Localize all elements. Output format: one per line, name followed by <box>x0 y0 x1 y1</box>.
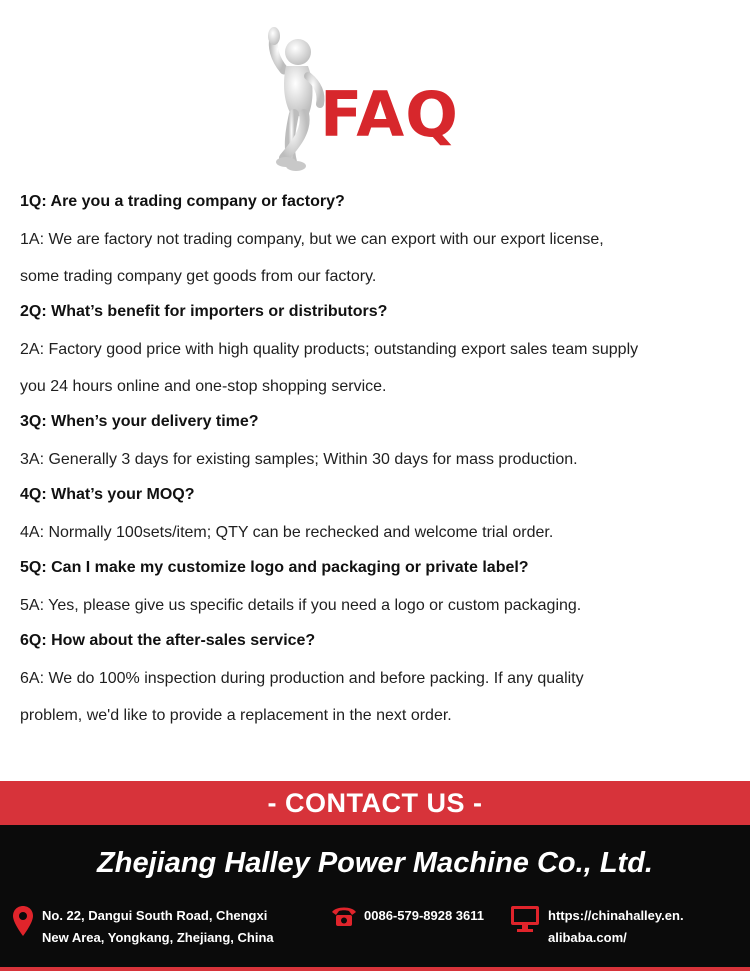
company-name: Zhejiang Halley Power Machine Co., Ltd. <box>97 847 653 879</box>
telephone-icon <box>330 905 358 927</box>
faq-answer-line: 2A: Factory good price with high quality products; outstanding export sales team supply <box>20 341 639 358</box>
footer-accent-line <box>0 967 750 971</box>
contact-banner: - CONTACT US - <box>0 781 750 825</box>
address-line: New Area, Yongkang, Zhejiang, China <box>42 930 274 945</box>
faq-hero <box>0 0 750 185</box>
faq-answer-line: you 24 hours online and one-stop shopping service. <box>20 378 387 395</box>
location-pin-icon <box>12 905 34 937</box>
faq-answer-line: 6A: We do 100% inspection during production and before packing. If any quality <box>20 670 584 687</box>
faq-item <box>20 629 730 734</box>
faq-answer-line: problem, we'd like to provide a replacement in the next order. <box>20 707 452 724</box>
faq-list <box>20 190 730 734</box>
contact-footer <box>0 825 750 971</box>
website-line[interactable]: alibaba.com/ <box>548 930 627 945</box>
faq-item <box>20 190 730 295</box>
phone-number[interactable]: 0086-579-8928 3611 <box>364 908 485 923</box>
faq-item <box>20 300 730 405</box>
faq-question: 3Q: When’s your delivery time? <box>20 413 259 430</box>
address-line: No. 22, Dangui South Road, Chengxi <box>42 908 268 923</box>
faq-item <box>20 556 730 624</box>
faq-question: 1Q: Are you a trading company or factory? <box>20 193 345 210</box>
faq-answer-line: 3A: Generally 3 days for existing samples; Within 30 days for mass production. <box>20 451 578 468</box>
faq-answer-line: some trading company get goods from our factory. <box>20 268 377 285</box>
faq-answer-line: 1A: We are factory not trading company, but we can export with our export license, <box>20 231 604 248</box>
faq-item <box>20 410 730 478</box>
faq-answer-line: 5A: Yes, please give us specific details if you need a logo or custom packaging. <box>20 597 582 614</box>
faq-question: 5Q: Can I make my customize logo and packaging or private label? <box>20 559 529 576</box>
faq-question: 2Q: What’s benefit for importers or distributors? <box>20 303 388 320</box>
monitor-icon <box>510 905 540 933</box>
page-title: FAQ <box>320 78 459 151</box>
faq-question: 4Q: What’s your MOQ? <box>20 486 195 503</box>
contact-address <box>12 905 312 949</box>
faq-item <box>20 483 730 551</box>
website-line[interactable]: https://chinahalley.en. <box>548 908 684 923</box>
faq-question: 6Q: How about the after-sales service? <box>20 632 316 649</box>
contact-website <box>510 905 740 949</box>
contact-phone <box>330 905 505 927</box>
faq-answer-line: 4A: Normally 100sets/item; QTY can be rechecked and welcome trial order. <box>20 524 554 541</box>
